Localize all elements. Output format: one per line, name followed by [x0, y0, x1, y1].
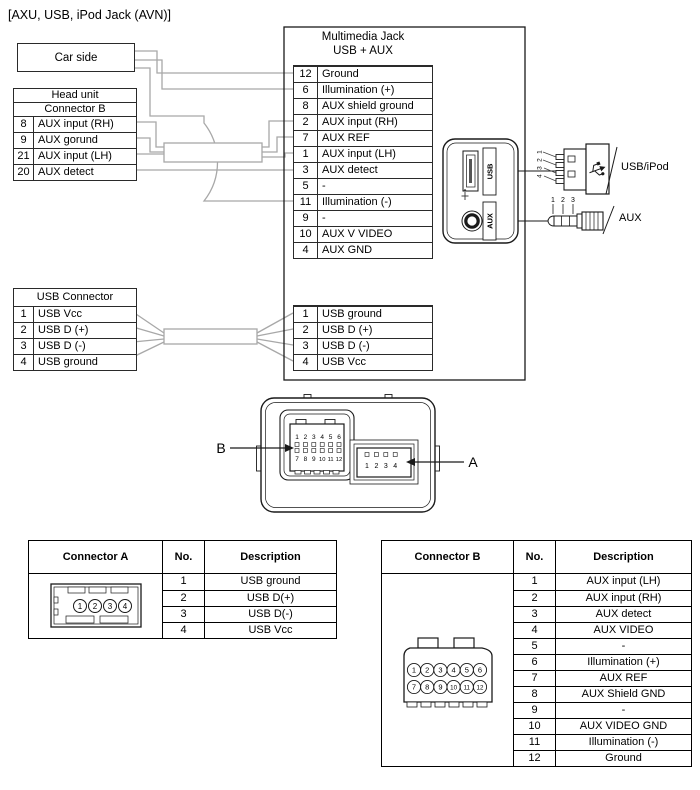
usb-plug-pin-1: 1: [536, 150, 544, 154]
multimedia-aux-pin-table: [293, 65, 433, 259]
pin-description-cell: AUX input (RH): [38, 118, 114, 130]
svg-text:1: 1: [365, 463, 369, 470]
connector-a-header-no: No.: [163, 541, 205, 573]
svg-text:3: 3: [383, 463, 388, 470]
usb-plug-pin-3: 3: [536, 166, 544, 170]
wire: [133, 327, 164, 336]
pin-description-cell: AUX VIDEO GND: [579, 720, 668, 732]
svg-text:11: 11: [463, 684, 470, 692]
wire: [262, 153, 293, 157]
pin-description-cell: AUX input (LH): [38, 150, 112, 162]
table-row: [294, 194, 432, 210]
pin-description-cell: AUX REF: [599, 672, 648, 684]
table-row: [514, 622, 691, 638]
svg-text:9: 9: [311, 456, 316, 463]
svg-text:7: 7: [295, 456, 299, 463]
pin-number-cell: 10: [294, 227, 318, 242]
pin-description-cell: -: [621, 704, 626, 716]
pin-number-cell: 4: [14, 355, 34, 370]
pin-number-cell: 1: [514, 574, 556, 590]
pin-description-cell: -: [621, 640, 626, 652]
svg-text:4: 4: [451, 665, 456, 675]
pin-number-cell: 9: [294, 211, 318, 226]
connector-a-illustration: [49, 582, 143, 630]
pin-number-cell: 2: [14, 323, 34, 338]
pin-description-cell: USB D (+): [38, 324, 89, 336]
wire: [257, 339, 293, 345]
pin-number-cell: 3: [294, 339, 318, 354]
table-row: [294, 114, 432, 130]
table-row: [163, 590, 336, 606]
pin-description-cell: AUX input (LH): [586, 575, 661, 587]
connector-b-header-desc: Description: [593, 551, 654, 563]
connector-a-header-title: Connector A: [29, 541, 163, 573]
table-row: [294, 178, 432, 194]
pin-description-cell: Illumination (-): [588, 736, 659, 748]
pin-description-cell: Illumination (+): [587, 656, 660, 668]
pin-description-cell: AUX VIDEO: [593, 624, 654, 636]
pin-description-cell: USB Vcc: [322, 356, 367, 368]
wire: [133, 339, 164, 342]
table-row: [294, 242, 432, 258]
shield-cable: [164, 143, 262, 162]
pin-number-cell: 3: [14, 339, 34, 354]
pin-description-cell: USB D (+): [322, 324, 373, 336]
table-row: [294, 82, 432, 98]
jack-usb-label: USB: [485, 163, 495, 180]
svg-text:12: 12: [476, 684, 483, 692]
table-row: [14, 148, 136, 164]
svg-text:2: 2: [92, 602, 97, 611]
connector-b-spec-table: [381, 540, 692, 767]
connector-b-header-title: Connector B: [382, 541, 514, 573]
table-row: [294, 354, 432, 370]
svg-text:7: 7: [411, 682, 416, 692]
table-row: [514, 590, 691, 606]
pin-description-cell: AUX V VIDEO: [322, 228, 393, 240]
wire: [257, 342, 293, 361]
pin-description-cell: -: [322, 212, 326, 224]
usb-ipod-label: USB/iPod: [621, 161, 669, 173]
multimedia-aux-rows: [294, 66, 432, 258]
table-row: [14, 132, 136, 148]
pin-description-cell: AUX detect: [322, 164, 378, 176]
pin-number-cell: 9: [514, 703, 556, 718]
pin-number-cell: 8: [14, 117, 34, 132]
pin-description-cell: AUX input (RH): [585, 592, 662, 604]
pin-number-cell: 4: [294, 355, 318, 370]
pin-number-cell: 4: [514, 623, 556, 638]
svg-text:2: 2: [374, 463, 379, 470]
pin-description-cell: USB D (-): [322, 340, 370, 352]
head-unit-title: Head unit: [51, 89, 99, 101]
connector-a-header-desc: Description: [240, 551, 301, 563]
svg-text:3: 3: [311, 434, 316, 441]
pin-number-cell: 12: [294, 67, 318, 82]
table-row: [514, 670, 691, 686]
table-row: [514, 574, 691, 590]
table-row: [294, 306, 432, 322]
pin-number-cell: 7: [514, 671, 556, 686]
wire: [133, 342, 164, 357]
svg-text:4: 4: [393, 463, 398, 470]
svg-text:2: 2: [303, 434, 308, 441]
pin-number-cell: 7: [294, 131, 318, 146]
pin-number-cell: 3: [163, 607, 205, 622]
table-row: [14, 338, 136, 354]
connector-b-header-no: No.: [514, 541, 556, 573]
connector-b-illustration: [394, 628, 502, 712]
svg-text:1: 1: [411, 665, 416, 675]
pin-number-cell: 20: [14, 165, 34, 180]
svg-text:2: 2: [424, 665, 429, 675]
pin-description-cell: AUX REF: [322, 132, 370, 144]
table-row: [163, 606, 336, 622]
svg-text:9: 9: [437, 682, 442, 692]
pin-description-cell: USB ground: [322, 308, 382, 320]
svg-text:8: 8: [424, 682, 429, 692]
head-unit-table: [13, 88, 137, 181]
svg-text:5: 5: [464, 665, 469, 675]
svg-text:1: 1: [295, 434, 299, 441]
pin-description-cell: AUX shield ground: [322, 100, 414, 112]
pin-description-cell: USB ground: [240, 575, 301, 587]
table-row: [294, 130, 432, 146]
aux-callout-label: AUX: [619, 212, 642, 224]
svg-text:12: 12: [335, 457, 343, 463]
wire: [262, 137, 293, 152]
svg-text:11: 11: [327, 457, 334, 463]
pin-description-cell: Ground: [322, 68, 359, 80]
car-side-box: [17, 43, 135, 72]
svg-text:4: 4: [122, 602, 127, 611]
svg-text:1: 1: [77, 602, 82, 611]
pin-number-cell: 8: [514, 687, 556, 702]
pin-description-cell: AUX input (RH): [322, 116, 398, 128]
pin-description-cell: USB Vcc: [38, 308, 83, 320]
pin-description-cell: USB D (-): [38, 340, 86, 352]
usb-connector-title: USB Connector: [36, 291, 114, 303]
connector-a-rows: [163, 574, 336, 638]
pin-number-cell: 4: [163, 623, 205, 638]
table-row: [14, 354, 136, 370]
table-row: [294, 322, 432, 338]
pin-number-cell: 1: [14, 307, 34, 322]
head-unit-subtitle: Connector B: [14, 102, 136, 116]
table-row: [294, 98, 432, 114]
svg-text:5: 5: [328, 434, 333, 441]
wire: [133, 312, 164, 333]
svg-text:8: 8: [303, 456, 308, 463]
usb-plug-pin-2: 2: [536, 158, 544, 162]
connector-a-table-header: [29, 541, 336, 574]
table-row: [514, 654, 691, 670]
table-row: [514, 734, 691, 750]
table-row: [14, 306, 136, 322]
pin-description-cell: Ground: [605, 752, 642, 764]
pin-description-cell: AUX Shield GND: [581, 688, 666, 700]
pin-description-cell: USB D(+): [246, 592, 295, 604]
svg-text:3: 3: [107, 602, 112, 611]
pin-number-cell: 11: [294, 195, 318, 210]
connector-b-illustration-cell: [382, 574, 514, 766]
pin-number-cell: 8: [294, 99, 318, 114]
pin-description-cell: AUX detect: [38, 166, 94, 178]
callout-slash: [603, 206, 614, 234]
aux-plug-pin-3: 3: [571, 197, 575, 204]
wire: [135, 51, 293, 73]
pin-number-cell: 1: [294, 307, 318, 322]
svg-text:6: 6: [477, 665, 482, 675]
svg-text:6: 6: [337, 434, 341, 441]
pin-number-cell: 2: [294, 115, 318, 130]
pin-number-cell: 11: [514, 735, 556, 750]
callout-letter-a: A: [468, 454, 478, 470]
pin-number-cell: 1: [294, 147, 318, 162]
table-row: [294, 162, 432, 178]
table-row: [294, 226, 432, 242]
jack-aux-label: AUX: [485, 213, 495, 229]
svg-text:10: 10: [449, 684, 457, 692]
pin-number-cell: 2: [294, 323, 318, 338]
connector-a-illustration-cell: [29, 574, 163, 638]
pin-number-cell: 5: [514, 639, 556, 654]
usb-connector-table: [13, 288, 137, 371]
svg-text:3: 3: [437, 665, 442, 675]
page-title: [AXU, USB, iPod Jack (AVN)]: [8, 8, 172, 22]
pin-description-cell: AUX GND: [322, 244, 373, 256]
pin-description-cell: AUX input (LH): [322, 148, 396, 160]
wire-harness: [133, 51, 293, 361]
multimedia-jack-subtitle: USB + AUX: [333, 45, 393, 57]
pin-description-cell: Illumination (-): [322, 196, 392, 208]
pin-number-cell: 6: [514, 655, 556, 670]
pin-number-cell: 2: [514, 591, 556, 606]
table-row: [514, 718, 691, 734]
aux-plug-pin-2: 2: [561, 197, 565, 204]
head-unit-rows: [14, 116, 136, 180]
pin-description-cell: AUX gorund: [38, 134, 98, 146]
usb-plug-pin-4: 4: [536, 174, 544, 178]
table-row: [14, 164, 136, 180]
pin-description-cell: USB Vcc: [248, 624, 293, 636]
car-side-label: Car side: [54, 52, 98, 64]
table-row: [294, 66, 432, 82]
pin-description-cell: USB D(-): [248, 608, 293, 620]
pin-number-cell: 1: [163, 574, 205, 590]
pin-number-cell: 2: [163, 591, 205, 606]
table-row: [163, 622, 336, 638]
usb-plug-illustration: [543, 144, 617, 194]
table-row: [294, 210, 432, 226]
usb-connector-rows: [14, 306, 136, 370]
multimedia-usb-pin-table: [293, 305, 433, 371]
multimedia-jack-title: Multimedia Jack: [321, 31, 405, 43]
table-row: [514, 606, 691, 622]
connector-b-table-header: [382, 541, 691, 574]
aux-plug-illustration: [548, 204, 614, 234]
table-row: [514, 702, 691, 718]
pin-number-cell: 5: [294, 179, 318, 194]
pin-description-cell: -: [322, 180, 326, 192]
multimedia-usb-rows: [294, 306, 432, 370]
aux-plug-pin-1: 1: [551, 197, 555, 204]
table-row: [14, 116, 136, 132]
callout-letter-b: B: [216, 440, 226, 456]
pin-number-cell: 4: [294, 243, 318, 258]
table-row: [163, 574, 336, 590]
wire: [137, 138, 164, 152]
pin-number-cell: 12: [514, 751, 556, 766]
connector-b-rows: [514, 574, 691, 766]
table-row: [514, 686, 691, 702]
table-row: [294, 146, 432, 162]
table-row: [514, 638, 691, 654]
pin-number-cell: 6: [294, 83, 318, 98]
pin-description-cell: AUX detect: [595, 608, 652, 620]
shield-cable: [164, 329, 257, 344]
pin-number-cell: 21: [14, 149, 34, 164]
pin-number-cell: 3: [294, 163, 318, 178]
wire: [135, 60, 293, 89]
pin-number-cell: 3: [514, 607, 556, 622]
svg-text:4: 4: [320, 434, 325, 441]
pin-description-cell: Illumination (+): [322, 84, 395, 96]
pin-description-cell: USB ground: [38, 356, 98, 368]
table-row: [294, 338, 432, 354]
connector-housing-illustration: [230, 395, 464, 513]
table-row: [14, 322, 136, 338]
pin-number-cell: 10: [514, 719, 556, 734]
svg-text:10: 10: [318, 457, 326, 463]
connector-a-spec-table: [28, 540, 337, 639]
table-row: [514, 750, 691, 766]
pin-number-cell: 9: [14, 133, 34, 148]
